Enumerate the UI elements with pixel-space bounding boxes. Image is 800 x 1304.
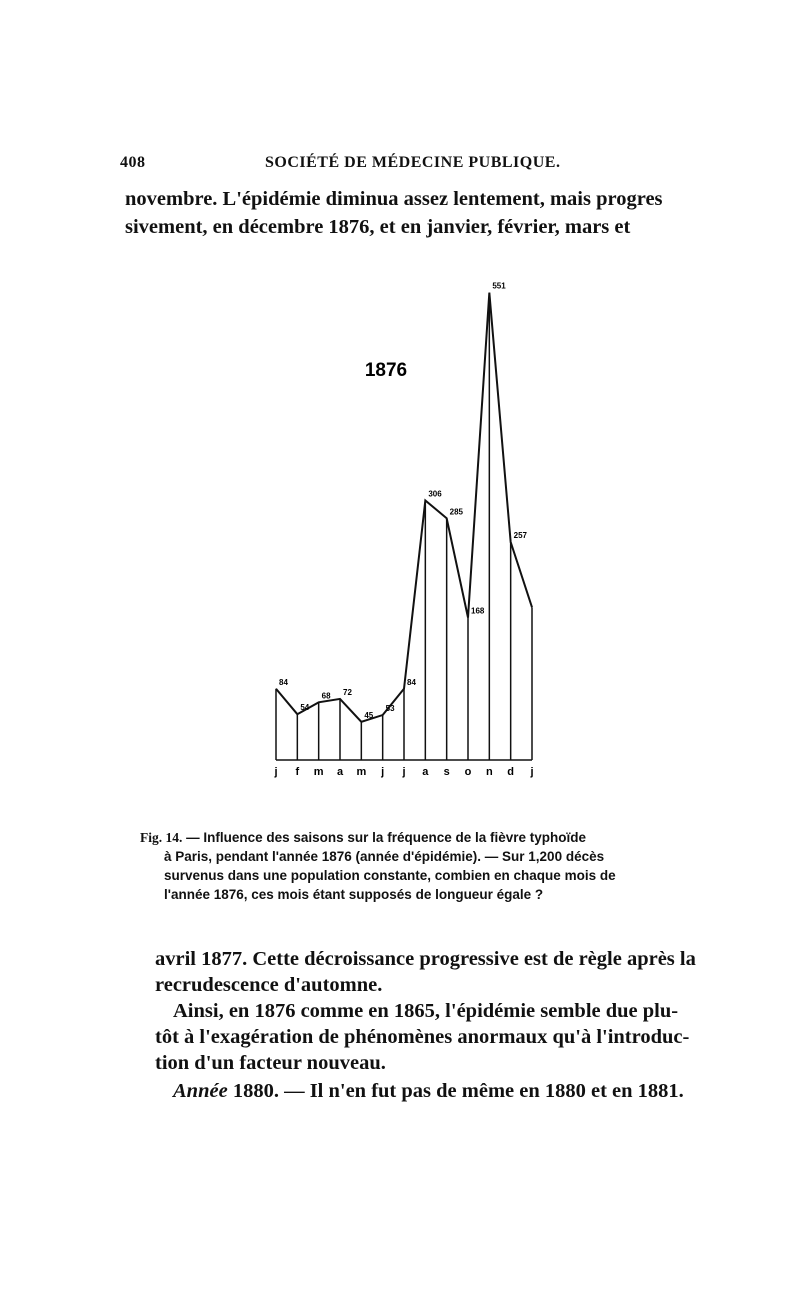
body-line-rest: 1880. — Il n'en fut pas de même en 1880 et en 1881. (227, 1080, 684, 1102)
chart-value-label-4: 45 (364, 710, 374, 720)
body-line: recrudescence d'automne. (155, 974, 383, 996)
chart-title: 1876 (364, 360, 408, 381)
chart-value-label-6: 84 (407, 677, 416, 687)
chart-value-label-3: 72 (343, 687, 352, 697)
chart-month-label-2: m (313, 766, 324, 778)
chart-month-label-8: s (443, 766, 450, 778)
chart-value-label-0: 84 (279, 677, 288, 687)
chart-month-label-7: a (422, 766, 429, 778)
caption-line: l'année 1876, ces mois étant supposés de longueur égale ? (164, 887, 544, 902)
chart-month-label-12: j (530, 766, 534, 778)
caption-line: survenus dans une population constante, combien en chaque mois de (164, 868, 616, 883)
chart-value-label-5: 53 (385, 704, 395, 714)
caption-line: à Paris, pendant l'année 1876 (année d'épidémie). — Sur 1,200 décès (164, 849, 605, 864)
chart-month-label-4: m (356, 766, 367, 778)
chart-value-label-7: 306 (428, 489, 442, 499)
body-line: tôt à l'exagération de phénomènes anormaux qu'à l'introduc- (155, 1026, 690, 1048)
section-heading-italic: Année (173, 1080, 228, 1102)
figure-caption (140, 828, 700, 904)
caption-line: — Influence des saisons sur la fréquence de la fièvre typhoïde (182, 830, 587, 845)
body-line: avril 1877. Cette décroissance progressive est de règle après la (155, 948, 696, 970)
chart-month-label-6: j (402, 766, 406, 778)
body-line: sivement, en décembre 1876, et en janvier, février, mars et (125, 216, 631, 238)
chart-month-label-3: a (336, 766, 344, 778)
body-line: tion d'un facteur nouveau. (155, 1052, 386, 1074)
chart-value-labels (279, 282, 528, 720)
running-title: SOCIÉTÉ DE MÉDECINE PUBLIQUE. (265, 154, 561, 171)
body-line: Ainsi, en 1876 comme en 1865, l'épidémie semble due plu- (173, 1000, 679, 1022)
chart-value-label-10: 551 (492, 281, 506, 291)
figure-label: Fig. 14. (140, 830, 183, 845)
page-number: 408 (120, 154, 146, 171)
chart-month-labels (273, 766, 533, 778)
chart-value-label-2: 68 (321, 691, 331, 701)
chart-month-label-5: j (381, 766, 385, 778)
chart-value-label-11: 257 (513, 531, 528, 541)
chart-month-label-0: j (274, 766, 278, 778)
chart-month-label-1: f (295, 766, 300, 778)
chart-series-line (276, 293, 532, 722)
chart-value-label-1: 54 (300, 703, 310, 713)
chart-month-label-10: n (485, 766, 493, 778)
body-line (173, 1078, 684, 1104)
chart-month-label-9: o (464, 766, 472, 778)
chart-value-label-8: 285 (449, 507, 464, 517)
body-line: novembre. L'épidémie diminua assez lentement, mais progres (125, 188, 663, 210)
chart-value-label-9: 168 (471, 606, 485, 616)
chart-month-label-11: d (507, 766, 515, 778)
